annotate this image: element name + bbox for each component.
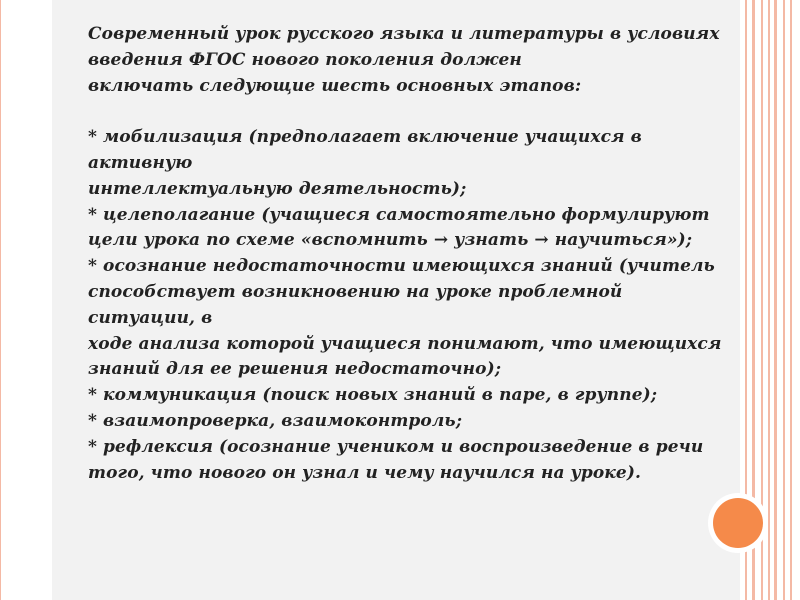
stage-line: интеллектуальную деятельность); xyxy=(88,178,467,199)
decorative-stripe xyxy=(768,0,770,600)
stage-line: знаний для ее решения недостаточно); xyxy=(88,359,502,380)
slide-text xyxy=(88,22,728,486)
stage-line: ходе анализа которой учащиеся понимают, что имеющихся xyxy=(88,333,722,354)
intro-line: введения ФГОС нового поколения должен xyxy=(88,49,522,70)
stage-line: * взаимопроверка, взаимоконтроль; xyxy=(88,410,463,431)
paragraph-gap xyxy=(88,99,728,125)
stage-line: * целеполагание (учащиеся самостоятельно формулируют xyxy=(88,204,710,225)
stage-line: * коммуникация (поиск новых знаний в паре, в группе); xyxy=(88,385,658,406)
decorative-stripe xyxy=(774,0,777,600)
left-border-line xyxy=(0,0,1,600)
stage-line: * осознание недостаточности имеющихся знаний (учитель xyxy=(88,256,715,277)
stage-line: * рефлексия (осознание учеником и воспроизведение в речи xyxy=(88,436,704,457)
decorative-stripe xyxy=(790,0,792,600)
decorative-stripe xyxy=(761,0,763,600)
intro-line: Современный урок русского языка и литературы в условиях xyxy=(88,24,720,44)
stage-line: цели урока по схеме «вспомнить → узнать → научиться»); xyxy=(88,230,693,251)
decorative-orb xyxy=(713,498,763,548)
stage-line: способствует возникновению на уроке проблемной ситуации, в xyxy=(88,281,623,328)
stage-line: * мобилизация (предполагает включение учащихся в активную xyxy=(88,127,642,173)
decorative-stripe xyxy=(783,0,785,600)
intro-line: включать следующие шесть основных этапов: xyxy=(88,75,582,96)
stage-line: того, что нового он узнал и чему научился на уроке). xyxy=(88,462,641,483)
